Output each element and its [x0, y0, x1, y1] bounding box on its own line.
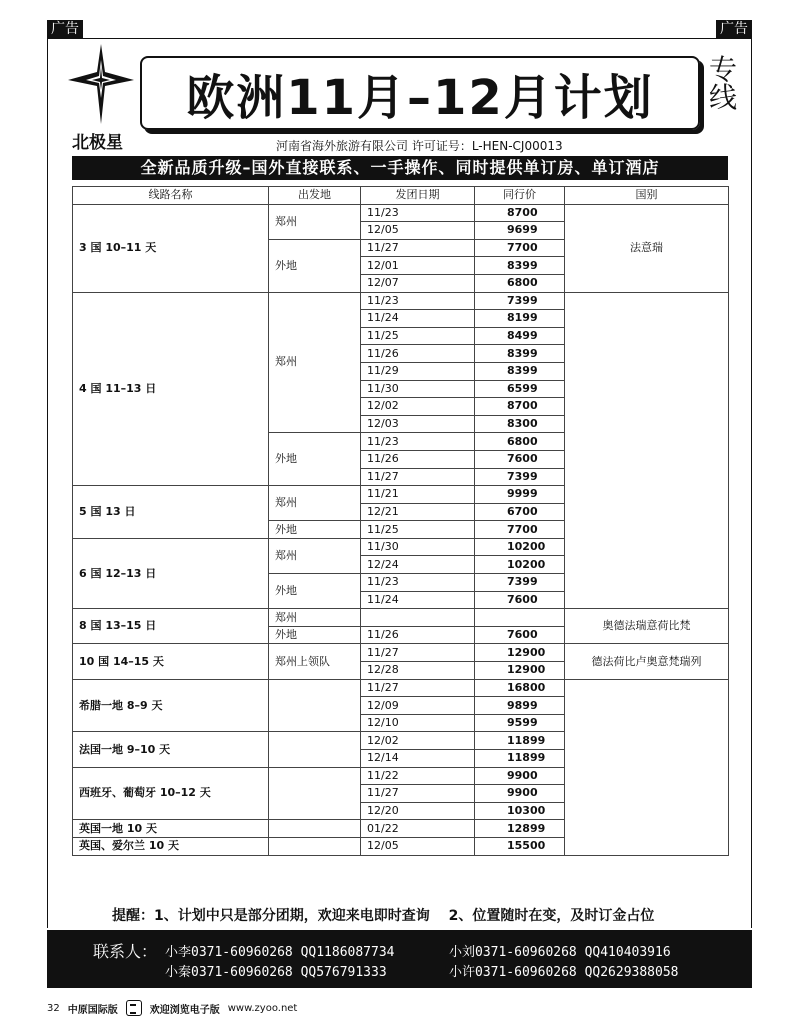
contact-entry: 小李0371-60960268 QQ1186087734: [165, 945, 395, 960]
departure-city: [269, 767, 361, 820]
trade-price: 8399: [475, 362, 565, 380]
page-footer: [47, 1000, 297, 1016]
departure-date: 12/02: [361, 732, 475, 750]
trade-price: 12900: [475, 644, 565, 662]
page-number: 32: [47, 1002, 60, 1014]
trade-price: 8399: [475, 257, 565, 275]
departure-date: 11/26: [361, 345, 475, 363]
departure-date: 11/27: [361, 679, 475, 697]
route-name: 6 国 12–13 日: [73, 538, 269, 608]
route-stamp: 专线: [708, 53, 737, 114]
ad-tag-left: 广告: [47, 20, 83, 38]
departure-date: 12/03: [361, 415, 475, 433]
footer-slogan: 欢迎浏览电子版: [149, 1004, 220, 1016]
trade-price: 10200: [475, 538, 565, 556]
departure-date: 11/22: [361, 767, 475, 785]
trade-price: 8499: [475, 327, 565, 345]
trade-price: 12899: [475, 820, 565, 838]
trade-price: 11899: [475, 732, 565, 750]
departure-date: 12/14: [361, 750, 475, 768]
departure-city: [269, 679, 361, 732]
trade-price: [475, 609, 565, 627]
trade-price: 7600: [475, 626, 565, 644]
departure-date: 12/21: [361, 503, 475, 521]
footer-url[interactable]: www.zyoo.net: [227, 1002, 298, 1014]
trade-price: 7399: [475, 574, 565, 592]
left-rule: [47, 38, 48, 928]
trade-price: 9699: [475, 222, 565, 240]
trade-price: 6800: [475, 433, 565, 451]
countries: [565, 679, 729, 855]
trade-price: 9900: [475, 767, 565, 785]
trade-price: 16800: [475, 679, 565, 697]
header-date: 发团日期: [361, 187, 475, 205]
contact-entry: 小刘0371-60960268 QQ410403916: [449, 945, 671, 960]
route-name: 法国一地 9–10 天: [73, 732, 269, 767]
table-row: [73, 292, 729, 310]
north-star-logo-icon: [66, 42, 136, 126]
departure-date: 11/30: [361, 538, 475, 556]
departure-city: 郑州: [269, 292, 361, 433]
departure-date: 11/21: [361, 486, 475, 504]
departure-date: 12/24: [361, 556, 475, 574]
trade-price: 6700: [475, 503, 565, 521]
departure-city: 外地: [269, 433, 361, 486]
route-name: 英国、爱尔兰 10 天: [73, 837, 269, 855]
departure-city: 郑州上领队: [269, 644, 361, 679]
departure-date: 11/26: [361, 450, 475, 468]
table-row: [73, 644, 729, 662]
trade-price: 12900: [475, 662, 565, 680]
departure-date: 12/20: [361, 802, 475, 820]
route-name: 4 国 11–13 日: [73, 292, 269, 486]
trade-price: 9900: [475, 785, 565, 803]
table-row: [73, 204, 729, 222]
departure-date: [361, 609, 475, 627]
departure-date: 11/29: [361, 362, 475, 380]
route-name: 西班牙、葡萄牙 10–12 天: [73, 767, 269, 820]
departure-date: 12/09: [361, 697, 475, 715]
departure-date: 12/05: [361, 837, 475, 855]
departure-city: 郑州: [269, 538, 361, 573]
route-name: 3 国 10–11 天: [73, 204, 269, 292]
header-route: 线路名称: [73, 187, 269, 205]
contact-label: 联系人：: [93, 942, 158, 961]
departure-date: 11/23: [361, 204, 475, 222]
departure-date: 12/05: [361, 222, 475, 240]
departure-city: 郑州: [269, 204, 361, 239]
departure-date: 11/23: [361, 292, 475, 310]
trade-price: 7700: [475, 521, 565, 539]
page-title: 欧洲11月–12月计划: [186, 69, 654, 126]
trade-price: 6599: [475, 380, 565, 398]
trade-price: 8199: [475, 310, 565, 328]
trade-price: 7399: [475, 292, 565, 310]
departure-date: 11/27: [361, 785, 475, 803]
trade-price: 7600: [475, 591, 565, 609]
departure-date: 11/24: [361, 310, 475, 328]
trade-price: 6800: [475, 274, 565, 292]
top-rule: [47, 38, 752, 39]
trade-price: 9999: [475, 486, 565, 504]
ad-tag-right: 广告: [716, 20, 752, 38]
departure-date: 11/24: [361, 591, 475, 609]
table-row: [73, 609, 729, 627]
departure-city: [269, 820, 361, 838]
trade-price: 7399: [475, 468, 565, 486]
route-name: 希腊一地 8–9 天: [73, 679, 269, 732]
trade-price: 8700: [475, 398, 565, 416]
departure-city: 外地: [269, 521, 361, 539]
reminder-note: 提醒：1、计划中只是部分团期，欢迎来电即时查询 2、位置随时在变，及时订金占位: [112, 908, 655, 924]
departure-date: 11/25: [361, 521, 475, 539]
edition-name: 中原国际版: [67, 1004, 118, 1016]
departure-city: 郑州: [269, 609, 361, 627]
departure-date: 11/23: [361, 574, 475, 592]
route-name: 10 国 14–15 天: [73, 644, 269, 679]
departure-date: 12/01: [361, 257, 475, 275]
departure-city: 外地: [269, 626, 361, 644]
trade-price: 7600: [475, 450, 565, 468]
departure-date: 01/22: [361, 820, 475, 838]
departure-date: 12/02: [361, 398, 475, 416]
magazine-logo-icon: [126, 1000, 142, 1016]
departure-date: 11/27: [361, 239, 475, 257]
trade-price: 15500: [475, 837, 565, 855]
departure-date: 11/27: [361, 644, 475, 662]
trade-price: 9599: [475, 714, 565, 732]
countries: 法意瑞: [565, 204, 729, 292]
contact-bar: [47, 930, 752, 988]
departure-date: 12/10: [361, 714, 475, 732]
title-box: [140, 56, 700, 130]
route-name: 5 国 13 日: [73, 486, 269, 539]
trade-price: 10200: [475, 556, 565, 574]
departure-date: 11/27: [361, 468, 475, 486]
trade-price: 8300: [475, 415, 565, 433]
brand-name: 北极星: [72, 133, 123, 153]
contact-entry: 小秦0371-60960268 QQ576791333: [165, 965, 387, 980]
departure-date: 12/28: [361, 662, 475, 680]
departure-city: [269, 837, 361, 855]
table-header-row: [73, 187, 729, 205]
table-row: [73, 679, 729, 697]
departure-city: 外地: [269, 239, 361, 292]
departure-city: 郑州: [269, 486, 361, 521]
departure-date: 11/25: [361, 327, 475, 345]
departure-city: 外地: [269, 574, 361, 609]
departure-city: [269, 732, 361, 767]
countries: 奥德法瑞意荷比梵: [565, 609, 729, 644]
header-country: 国别: [565, 187, 729, 205]
trade-price: 8399: [475, 345, 565, 363]
departure-date: 11/26: [361, 626, 475, 644]
route-name: 8 国 13–15 日: [73, 609, 269, 644]
header-price: 同行价: [475, 187, 565, 205]
trade-price: 9899: [475, 697, 565, 715]
service-banner: 全新品质升级–国外直接联系、一手操作、同时提供单订房、单订酒店: [72, 156, 728, 180]
tour-plan-table: [72, 186, 729, 856]
company-license: 河南省海外旅游有限公司 许可证号：L-HEN-CJ00013: [276, 139, 563, 153]
contact-entry: 小许0371-60960268 QQ2629388058: [449, 965, 679, 980]
route-name: 英国一地 10 天: [73, 820, 269, 838]
trade-price: 8700: [475, 204, 565, 222]
header-departure: 出发地: [269, 187, 361, 205]
countries: 德法荷比卢奥意梵瑞列: [565, 644, 729, 679]
trade-price: 7700: [475, 239, 565, 257]
trade-price: 11899: [475, 750, 565, 768]
departure-date: 12/07: [361, 274, 475, 292]
departure-date: 11/23: [361, 433, 475, 451]
right-rule: [751, 38, 752, 928]
departure-date: 11/30: [361, 380, 475, 398]
countries: [565, 292, 729, 609]
trade-price: 10300: [475, 802, 565, 820]
